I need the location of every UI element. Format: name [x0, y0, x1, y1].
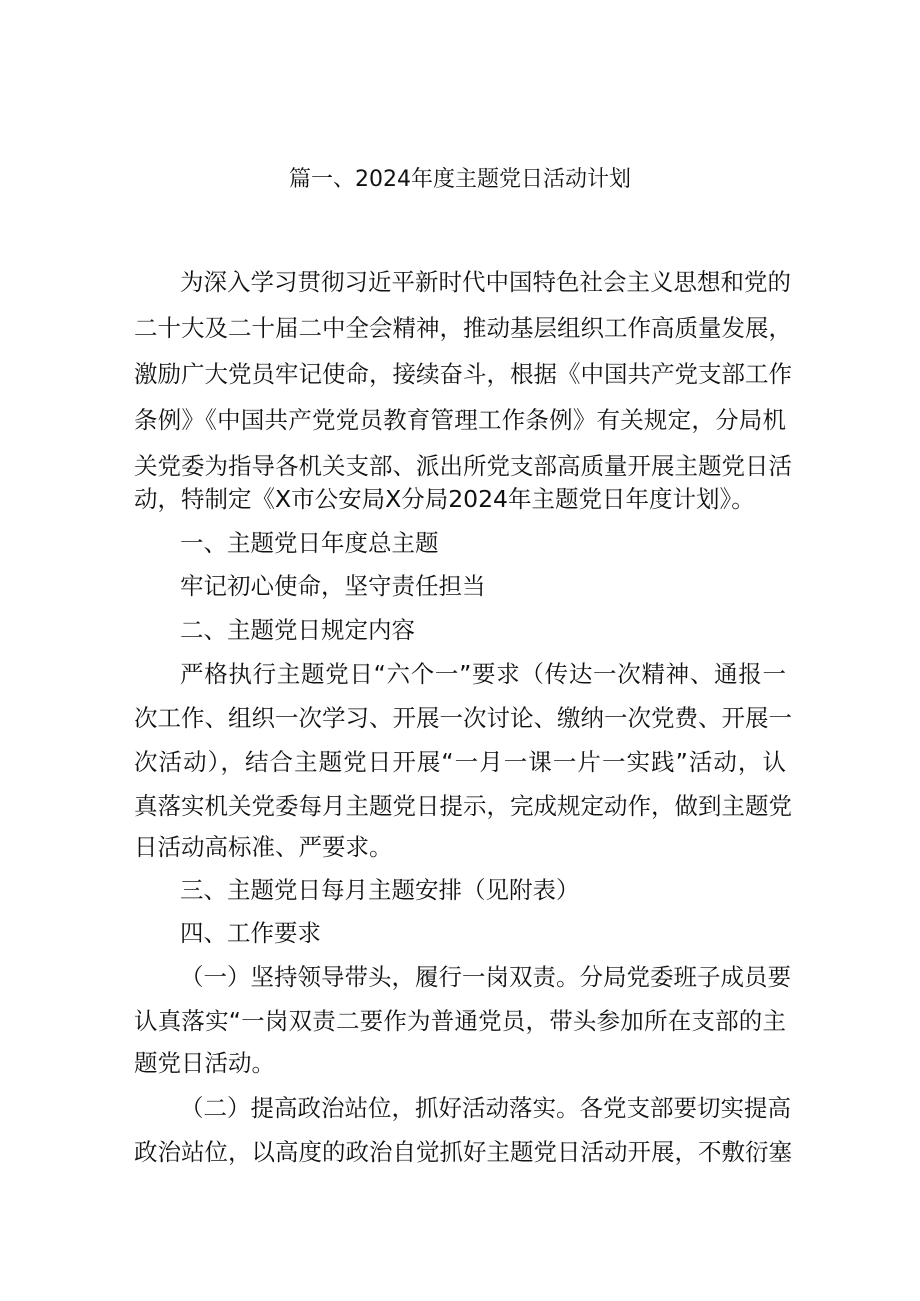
intro-line-6: 动，特制定《X市公安局X分局2024年主题党日年度计划》。: [134, 485, 755, 513]
intro-line-3: 激励广大党员牢记使命，接续奋斗，根据《中国共产党支部工作: [134, 360, 792, 388]
section-1-body: 牢记初心使命，坚守责任担当: [180, 572, 486, 600]
intro-line-4: 条例》《中国共产党党员教育管理工作条例》有关规定，分局机: [134, 406, 786, 434]
requirement-1-line-3: 题党日活动。: [134, 1049, 275, 1077]
section-4-heading: 四、工作要求: [180, 919, 321, 947]
requirement-2-line-2: 政治站位，以高度的政治自觉抓好主题党日活动开展，不敷衍塞: [134, 1138, 792, 1166]
section-1-heading: 一、主题党日年度总主题: [180, 529, 439, 557]
requirement-1-line-1: （一）坚持领导带头，履行一岗双责。分局党委班子成员要: [180, 963, 791, 991]
section-2-line-3: 次活动），结合主题党日开展“一月一课一片一实践”活动，认: [134, 748, 786, 776]
section-3-heading: 三、主题党日每月主题安排（见附表）: [180, 876, 580, 904]
document-title: 篇一、2024年度主题党日活动计划: [289, 167, 631, 192]
requirement-2-line-1: （二）提高政治站位，抓好活动落实。各党支部要切实提高: [180, 1094, 791, 1122]
section-2-line-5: 日活动高标准、严要求。: [134, 833, 393, 861]
section-2-heading: 二、主题党日规定内容: [180, 616, 415, 644]
section-2-line-4: 真落实机关党委每月主题党日提示，完成规定动作，做到主题党: [134, 792, 792, 820]
intro-line-2: 二十大及二十届二中全会精神，推动基层组织工作高质量发展，: [134, 314, 792, 342]
section-2-line-2: 次工作、组织一次学习、开展一次讨论、缴纳一次党费、开展一: [134, 704, 792, 732]
intro-line-1: 为深入学习贯彻习近平新时代中国特色社会主义思想和党的: [180, 268, 791, 296]
section-2-line-1: 严格执行主题党日“六个一”要求（传达一次精神、通报一: [180, 660, 786, 688]
requirement-1-line-2: 认真落实“一岗双责二要作为普通党员，带头参加所在支部的主: [134, 1007, 786, 1035]
intro-line-5: 关党委为指导各机关支部、派出所党支部高质量开展主题党日活: [134, 452, 792, 480]
